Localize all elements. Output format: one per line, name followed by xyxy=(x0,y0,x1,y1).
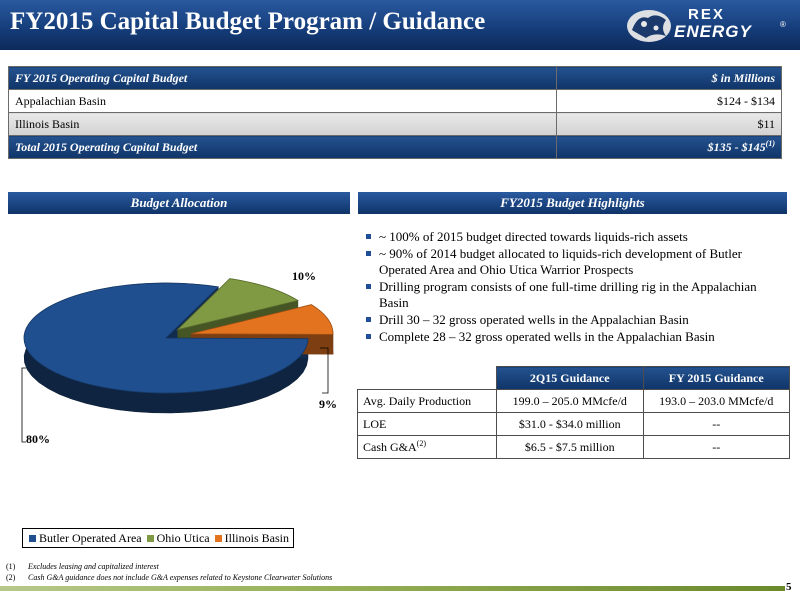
square-bullet-icon xyxy=(366,334,371,339)
bottom-accent-bar xyxy=(0,586,785,591)
guidance-table xyxy=(357,366,790,459)
budget-row-label: Illinois Basin xyxy=(9,113,557,136)
label-leader-line xyxy=(22,368,26,442)
square-bullet-icon xyxy=(366,251,371,256)
page-number: 5 xyxy=(786,581,792,593)
square-bullet-icon xyxy=(366,317,371,322)
slice-label-butler: 80% xyxy=(26,432,50,446)
slide-title: FY2015 Capital Budget Program / Guidance xyxy=(10,8,486,35)
budget-table-total-row xyxy=(9,136,782,159)
company-logo xyxy=(624,4,796,48)
footnote-number: (1) xyxy=(6,562,16,571)
table-row xyxy=(358,436,790,459)
square-bullet-icon xyxy=(366,234,371,239)
logo-emblem-icon xyxy=(624,4,674,48)
legend-swatch-ohio-utica xyxy=(147,535,154,542)
guidance-cell-2q15: $6.5 - $7.5 million xyxy=(497,436,644,459)
logo-registered-mark: ® xyxy=(780,20,786,29)
footnotes xyxy=(6,561,332,583)
legend-swatch-illinois xyxy=(215,535,222,542)
budget-total-footnote-ref: (1) xyxy=(765,139,775,148)
guidance-row-label: LOE xyxy=(358,413,497,436)
slice-label-ohio-utica: 10% xyxy=(292,269,316,283)
footnote-number: (2) xyxy=(6,573,16,582)
guidance-row-label-cell xyxy=(358,436,497,459)
budget-row-value: $11 xyxy=(556,113,781,136)
table-row xyxy=(9,113,782,136)
logo-word-rex: REX xyxy=(688,6,725,23)
bullet-text: ~ 100% of 2015 budget directed towards liquids-rich assets xyxy=(379,229,688,244)
legend-label: Illinois Basin xyxy=(224,531,289,545)
legend-label: Butler Operated Area xyxy=(39,531,142,545)
guidance-footnote-ref: (2) xyxy=(416,439,426,448)
bullet-text: Drill 30 – 32 gross operated wells in the Appalachian Basin xyxy=(379,312,689,327)
bullet-text: Complete 28 – 32 gross operated wells in the Appalachian Basin xyxy=(379,329,715,344)
bullet-text: Drilling program consists of one full-time drilling rig in the Appalachian Basin xyxy=(379,279,757,310)
budget-allocation-header: Budget Allocation xyxy=(8,192,350,214)
legend-label: Ohio Utica xyxy=(156,531,210,545)
table-row xyxy=(9,90,782,113)
table-row xyxy=(358,390,790,413)
footnote-text: Cash G&A guidance does not include G&A expenses related to Keystone Clearwater Solutions xyxy=(28,573,333,582)
bullet-text: ~ 90% of 2014 budget allocated to liquids-rich development of Butler Operated Area and Ohio Utica Warrior Prospects xyxy=(379,246,743,277)
slice-label-illinois: 9% xyxy=(319,397,337,411)
budget-total-cell xyxy=(556,136,781,159)
guidance-cell-2q15: $31.0 - $34.0 million xyxy=(497,413,644,436)
guidance-header-2q15: 2Q15 Guidance xyxy=(497,367,644,390)
footnote-text: Excludes leasing and capitalized interest xyxy=(28,562,159,571)
legend-swatch-butler xyxy=(29,535,36,542)
budget-highlights-header: FY2015 Budget Highlights xyxy=(358,192,787,214)
table-row xyxy=(358,413,790,436)
square-bullet-icon xyxy=(366,284,371,289)
guidance-row-label: Cash G&A xyxy=(363,440,417,454)
chart-legend xyxy=(22,528,294,548)
operating-capital-budget-table xyxy=(8,66,782,159)
guidance-header-blank xyxy=(358,367,497,390)
guidance-row-label: Avg. Daily Production xyxy=(358,390,497,413)
list-item xyxy=(364,279,784,311)
list-item xyxy=(364,329,784,345)
logo-word-energy: ENERGY xyxy=(674,22,752,41)
budget-header-label: FY 2015 Operating Capital Budget xyxy=(9,67,557,90)
budget-total-label: Total 2015 Operating Capital Budget xyxy=(9,136,557,159)
list-item xyxy=(364,246,784,278)
list-item xyxy=(364,312,784,328)
guidance-cell-fy2015: -- xyxy=(643,436,790,459)
guidance-cell-2q15: 199.0 – 205.0 MMcfe/d xyxy=(497,390,644,413)
budget-table-header xyxy=(9,67,782,90)
highlights-list xyxy=(364,229,784,346)
budget-total-value: $135 - $145 xyxy=(707,140,766,154)
guidance-header-fy2015: FY 2015 Guidance xyxy=(643,367,790,390)
title-bar xyxy=(0,0,800,50)
guidance-cell-fy2015: -- xyxy=(643,413,790,436)
guidance-cell-fy2015: 193.0 – 203.0 MMcfe/d xyxy=(643,390,790,413)
budget-row-value: $124 - $134 xyxy=(556,90,781,113)
footnote xyxy=(6,561,332,572)
guidance-table-header xyxy=(358,367,790,390)
budget-row-label: Appalachian Basin xyxy=(9,90,557,113)
budget-header-unit: $ in Millions xyxy=(556,67,781,90)
label-leader-line xyxy=(320,348,328,393)
footnote xyxy=(6,572,332,583)
list-item xyxy=(364,229,784,245)
